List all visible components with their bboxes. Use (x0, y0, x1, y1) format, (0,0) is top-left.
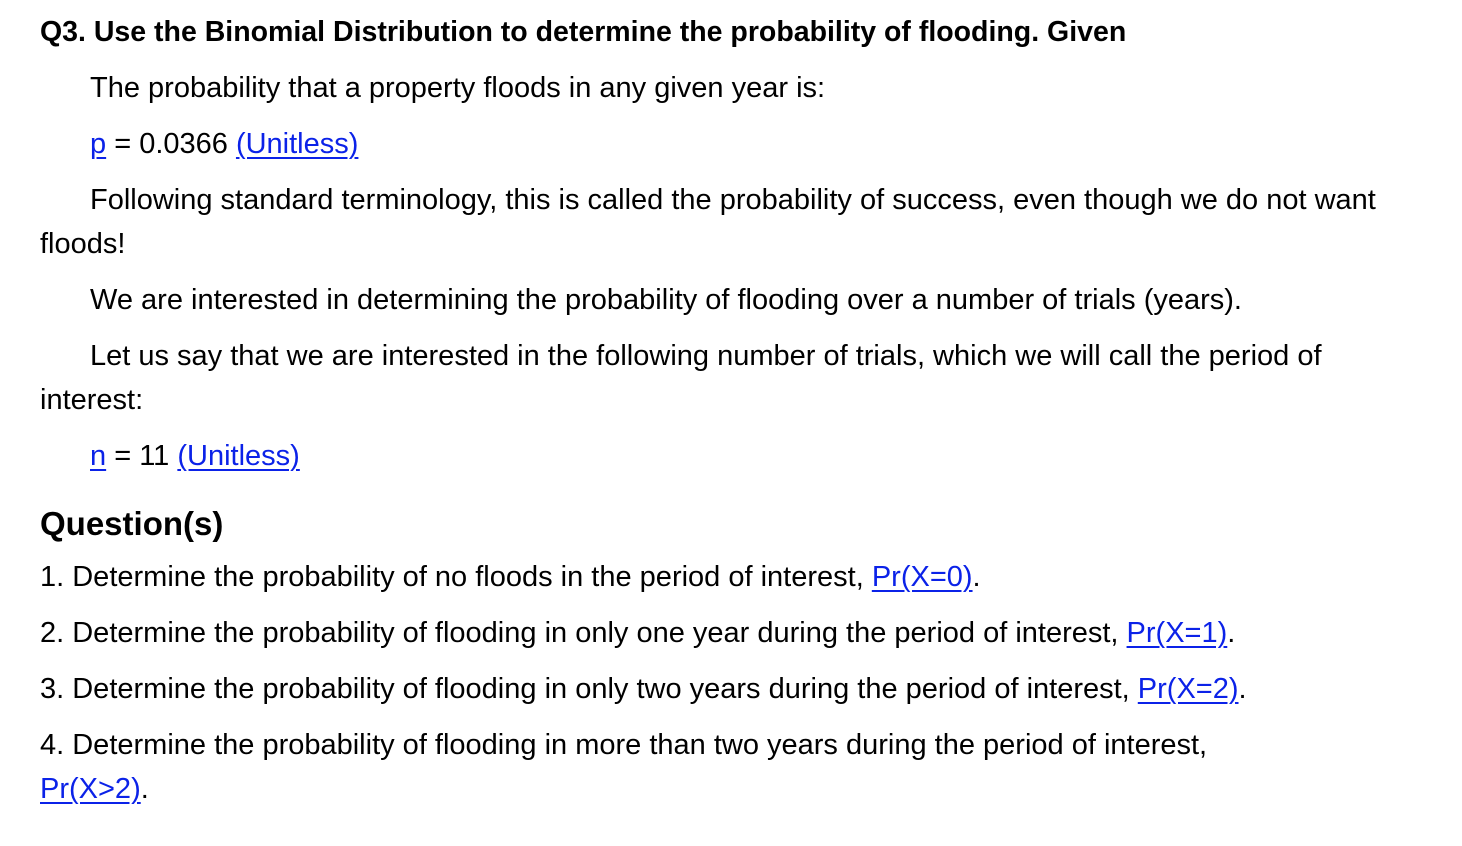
question-4-text: 4. Determine the probability of flooding in more than two years during the period of interest, (40, 729, 1208, 761)
question-1-end: . (972, 561, 981, 593)
p-definition (40, 122, 1432, 166)
question-item-2 (40, 611, 1432, 655)
question-2-end: . (1227, 617, 1236, 649)
question-2-text: 2. Determine the probability of flooding in only one year during the period of interest, (40, 617, 1127, 649)
question-2-link[interactable]: Pr(X=1) (1126, 617, 1228, 649)
question-3-link[interactable]: Pr(X=2) (1137, 673, 1239, 705)
question-1-link[interactable]: Pr(X=0) (871, 561, 973, 593)
question-item-1 (40, 555, 1432, 599)
success-note: Following standard terminology, this is called the probability of success, even though we do not want floods! (40, 184, 1376, 260)
trials-intro: We are interested in determining the probability of flooding over a number of trials (years). (90, 284, 1242, 316)
n-value: = 11 (106, 440, 178, 472)
probability-intro: The probability that a property floods in any given year is: (90, 72, 826, 104)
question-1-text: 1. Determine the probability of no floods in the period of interest, (40, 561, 872, 593)
question-4-end: . (140, 773, 149, 805)
n-unit-link[interactable]: (Unitless) (177, 440, 300, 472)
period-intro: Let us say that we are interested in the following number of trials, which we will call the period of interest: (40, 340, 1322, 416)
question-4-link[interactable]: Pr(X>2) (40, 773, 141, 805)
question-item-4 (40, 723, 1280, 811)
p-value: = 0.0366 (106, 128, 236, 160)
n-definition (40, 434, 1432, 478)
question-item-3 (40, 667, 1432, 711)
question-heading: Q3. Use the Binomial Distribution to determine the probability of flooding. Given (40, 16, 1127, 48)
question-3-end: . (1238, 673, 1247, 705)
n-variable-link[interactable]: n (90, 440, 107, 472)
questions-heading: Question(s) (40, 505, 224, 542)
p-variable-link[interactable]: p (90, 128, 107, 160)
p-unit-link[interactable]: (Unitless) (235, 128, 359, 160)
question-3-text: 3. Determine the probability of flooding in only two years during the period of interest, (40, 673, 1138, 705)
